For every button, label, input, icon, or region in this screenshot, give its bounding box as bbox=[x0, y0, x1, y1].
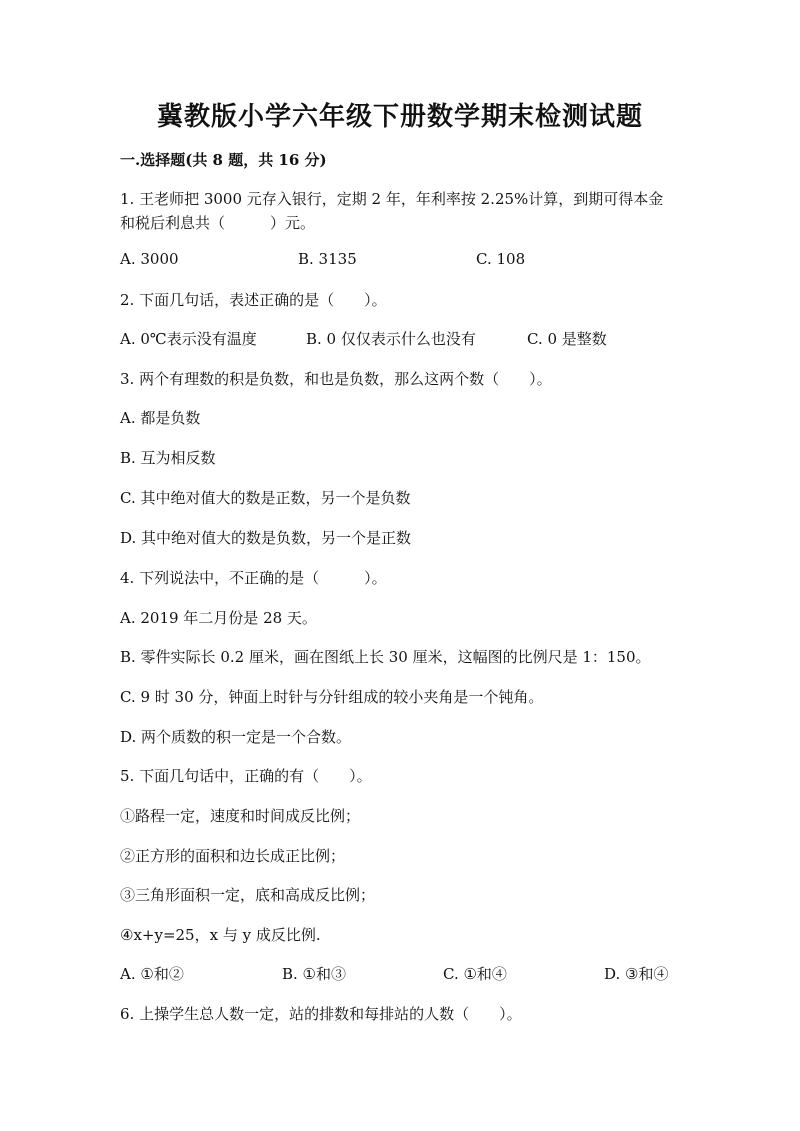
question-5-option-d: D. ③和④ bbox=[604, 965, 669, 983]
question-4-option-a: A. 2019 年二月份是 28 天。 bbox=[120, 609, 317, 627]
question-4-option-b: B. 零件实际长 0.2 厘米，画在图纸上长 30 厘米，这幅图的比例尺是 1：150。 bbox=[120, 648, 651, 666]
question-5-statement-3: ③三角形面积一定，底和高成反比例； bbox=[120, 886, 376, 904]
question-3-option-d: D. 其中绝对值大的数是负数，另一个是正数 bbox=[120, 529, 412, 547]
section-heading: 一.选择题(共 8 题，共 16 分) bbox=[120, 151, 327, 169]
question-4-option-c: C. 9 时 30 分，钟面上时针与分针组成的较小夹角是一个钝角。 bbox=[120, 688, 544, 706]
question-4-option-d: D. 两个质数的积一定是一个合数。 bbox=[120, 728, 352, 746]
question-3-option-c: C. 其中绝对值大的数是正数，另一个是负数 bbox=[120, 489, 411, 507]
question-4-line-1: 4. 下列说法中，不正确的是（ ）。 bbox=[120, 569, 387, 587]
question-5-statement-2: ②正方形的面积和边长成正比例； bbox=[120, 847, 346, 865]
question-1-line-2: 和税后利息共（ ）元。 bbox=[120, 214, 316, 232]
page-title: 冀教版小学六年级下册数学期末检测试题 bbox=[156, 102, 643, 132]
question-6-line-1: 6. 上操学生总人数一定，站的排数和每排站的人数（ ）。 bbox=[120, 1005, 522, 1023]
question-2-line-1: 2. 下面几句话，表述正确的是（ ）。 bbox=[120, 291, 387, 309]
question-5-option-a: A. ①和② bbox=[120, 965, 184, 983]
question-3-line-1: 3. 两个有理数的积是负数，和也是负数，那么这两个数（ ）。 bbox=[120, 370, 552, 388]
question-1-line-1: 1. 王老师把 3000 元存入银行，定期 2 年，年利率按 2.25%计算，到期可得本金 bbox=[120, 190, 664, 208]
question-1-option-a: A. 3000 bbox=[120, 250, 179, 268]
question-1-option-c: C. 108 bbox=[476, 250, 526, 268]
question-5-line-1: 5. 下面几句话中，正确的有（ ）。 bbox=[120, 767, 372, 785]
question-5-option-c: C. ①和④ bbox=[443, 965, 507, 983]
question-3-option-a: A. 都是负数 bbox=[120, 409, 201, 427]
question-2-option-a: A. 0℃表示没有温度 bbox=[120, 330, 257, 348]
question-5-option-b: B. ①和③ bbox=[282, 965, 347, 983]
question-2-option-c: C. 0 是整数 bbox=[527, 330, 607, 348]
question-2-option-b: B. 0 仅仅表示什么也没有 bbox=[306, 330, 476, 348]
question-5-statement-4: ④x+y=25，x 与 y 成反比例. bbox=[120, 926, 321, 944]
question-5-statement-1: ①路程一定，速度和时间成反比例； bbox=[120, 807, 361, 825]
question-1-option-b: B. 3135 bbox=[298, 250, 357, 268]
question-3-option-b: B. 互为相反数 bbox=[120, 449, 216, 467]
